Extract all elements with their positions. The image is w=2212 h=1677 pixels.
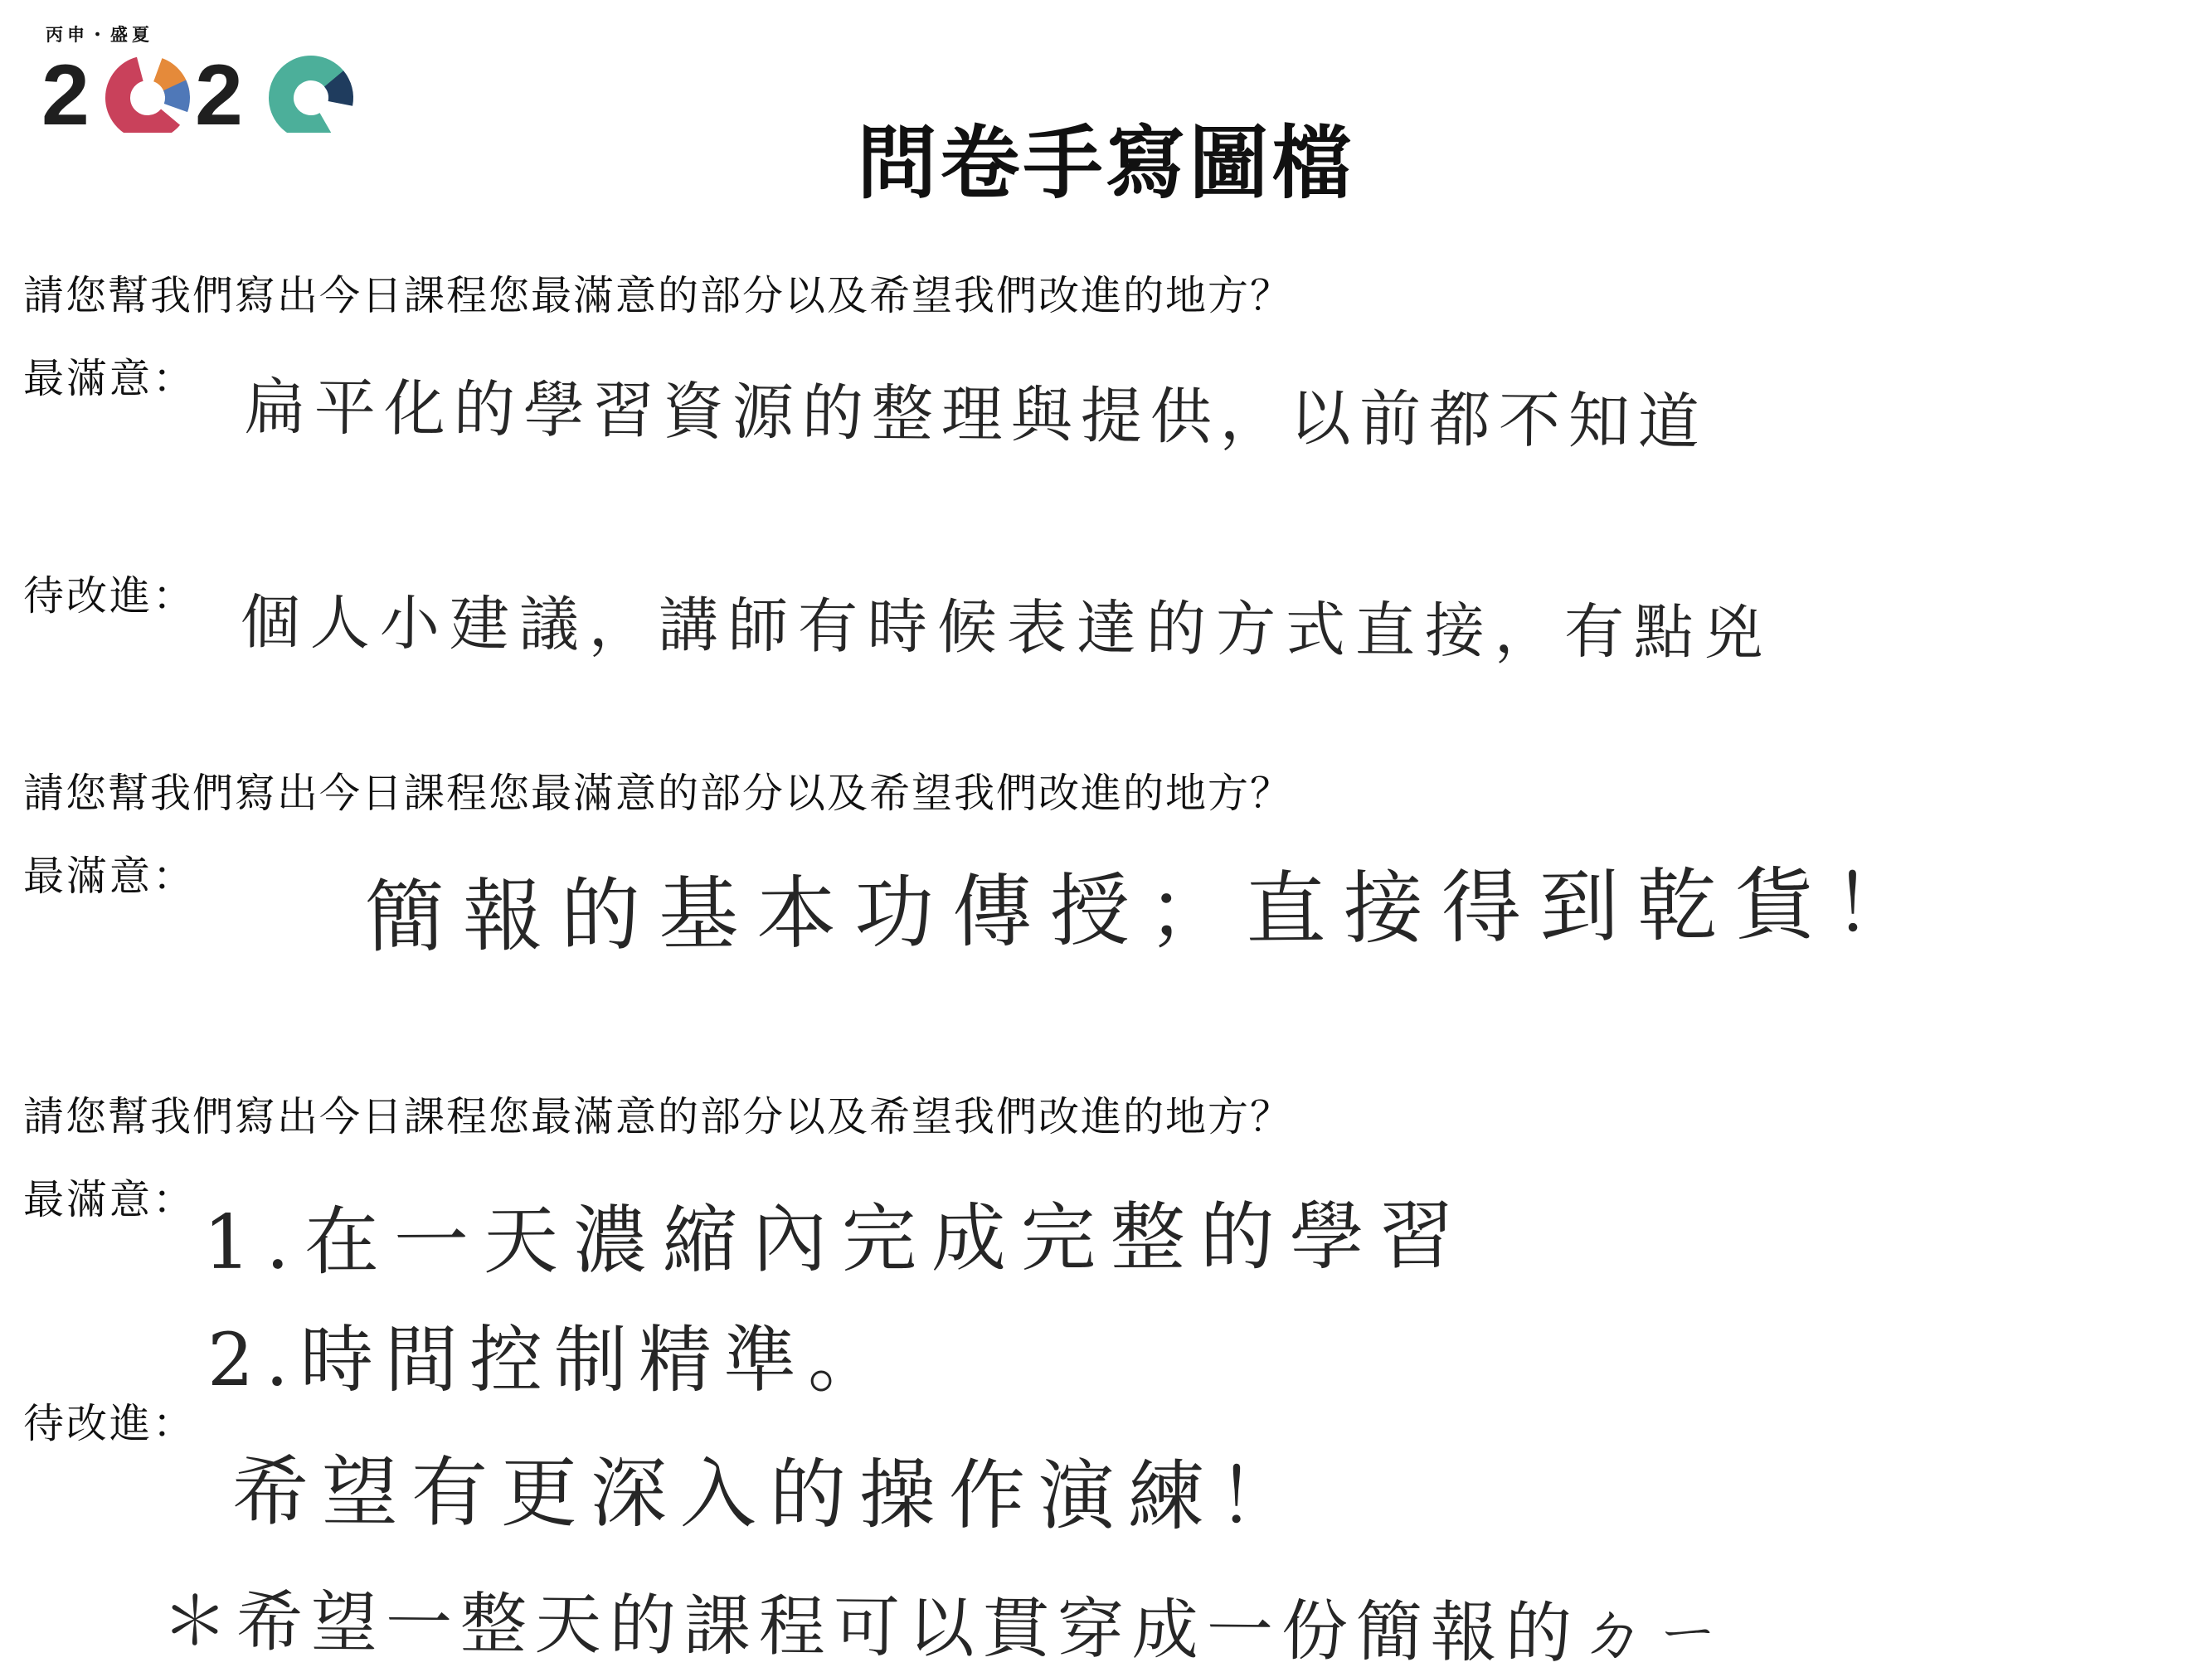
handwritten-extra-note-3: ＊希望一整天的課程可以貫穿成一份簡報的ㄉㄧ	[161, 1582, 1730, 1674]
page-title: 問卷手寫圖檔	[857, 117, 1355, 210]
handwritten-improve-3: 希望有更深入的操作演練！	[231, 1447, 1308, 1542]
satisfied-label-3: 最滿意：	[23, 1176, 197, 1223]
satisfied-label-2: 最滿意：	[23, 853, 197, 900]
improve-label-3: 待改進：	[23, 1400, 197, 1447]
handwritten-satisfied-1: 扁平化的學習資源的整理與提供，以前都不知道	[244, 372, 1709, 459]
question-3: 請您幫我們寫出今日課程您最滿意的部分以及希望我們改進的地方？	[23, 1093, 1293, 1140]
handwritten-improve-1: 個人小建議，講師有時候表達的方式直接，有點兇	[240, 587, 1774, 668]
handwritten-satisfied-3a: 1.在一天濃縮內完成完整的學習	[202, 1193, 1470, 1286]
handwritten-satisfied-3b: 2.時間控制精準。	[207, 1317, 892, 1402]
handwritten-satisfied-2: 簡報的基本功傳授；直接得到乾貨！	[364, 857, 1932, 964]
logo-digit-2b: 2	[195, 50, 243, 133]
satisfied-label-1: 最滿意：	[23, 355, 197, 402]
question-2: 請您幫我們寫出今日課程您最滿意的部分以及希望我們改進的地方？	[23, 770, 1293, 817]
question-1: 請您幫我們寫出今日課程您最滿意的部分以及希望我們改進的地方？	[23, 272, 1293, 319]
logo-subtitle: 丙申・盛夏	[46, 25, 153, 45]
improve-label-1: 待改進：	[23, 572, 197, 620]
logo-digit-2a: 2	[41, 50, 90, 133]
